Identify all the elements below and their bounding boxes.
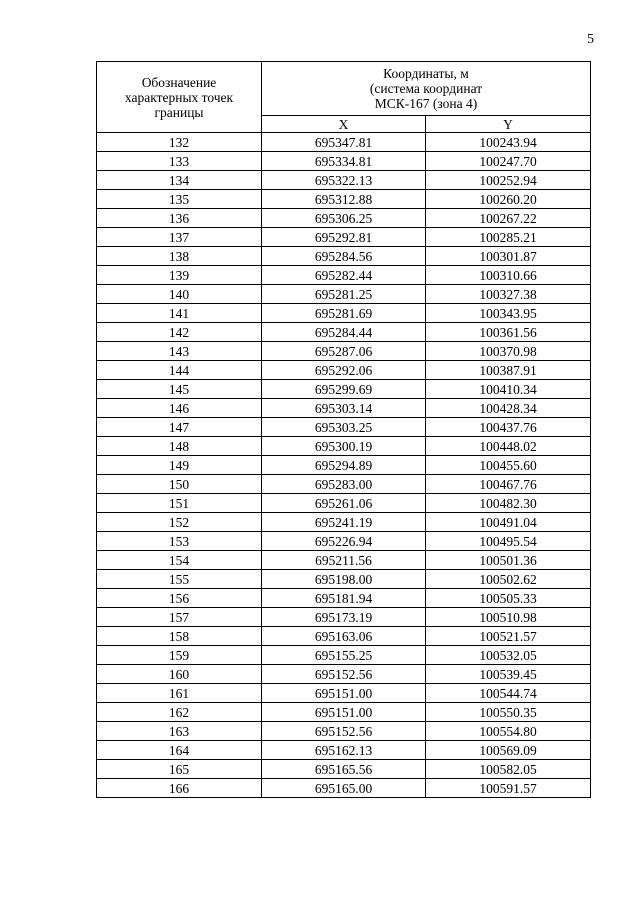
table-row bbox=[97, 627, 591, 646]
x-coordinate-cell: 695211.56 bbox=[262, 551, 426, 570]
point-cell: 147 bbox=[97, 418, 262, 437]
x-coordinate-cell: 695165.56 bbox=[262, 760, 426, 779]
y-column-header: Y bbox=[426, 116, 591, 133]
point-cell: 142 bbox=[97, 323, 262, 342]
y-coordinate-cell: 100410.34 bbox=[426, 380, 591, 399]
point-cell: 153 bbox=[97, 532, 262, 551]
y-coordinate-cell: 100502.62 bbox=[426, 570, 591, 589]
point-cell: 157 bbox=[97, 608, 262, 627]
x-coordinate-cell: 695306.25 bbox=[262, 209, 426, 228]
y-coordinate-cell: 100285.21 bbox=[426, 228, 591, 247]
x-coordinate-cell: 695152.56 bbox=[262, 665, 426, 684]
y-coordinate-cell: 100437.76 bbox=[426, 418, 591, 437]
y-coordinate-cell: 100582.05 bbox=[426, 760, 591, 779]
y-coordinate-cell: 100539.45 bbox=[426, 665, 591, 684]
x-coordinate-cell: 695303.14 bbox=[262, 399, 426, 418]
table-row bbox=[97, 418, 591, 437]
y-coordinate-cell: 100247.70 bbox=[426, 152, 591, 171]
table-body bbox=[97, 133, 591, 798]
table-row bbox=[97, 779, 591, 798]
point-cell: 148 bbox=[97, 437, 262, 456]
y-coordinate-cell: 100505.33 bbox=[426, 589, 591, 608]
table-row bbox=[97, 342, 591, 361]
table-row bbox=[97, 247, 591, 266]
point-cell: 154 bbox=[97, 551, 262, 570]
table-row bbox=[97, 171, 591, 190]
table-row bbox=[97, 532, 591, 551]
point-cell: 133 bbox=[97, 152, 262, 171]
table-row bbox=[97, 608, 591, 627]
table-row bbox=[97, 456, 591, 475]
point-cell: 139 bbox=[97, 266, 262, 285]
x-coordinate-cell: 695281.25 bbox=[262, 285, 426, 304]
table-row bbox=[97, 266, 591, 285]
x-coordinate-cell: 695299.69 bbox=[262, 380, 426, 399]
x-coordinate-cell: 695281.69 bbox=[262, 304, 426, 323]
point-cell: 143 bbox=[97, 342, 262, 361]
table-row bbox=[97, 304, 591, 323]
table-row bbox=[97, 152, 591, 171]
y-coordinate-cell: 100521.57 bbox=[426, 627, 591, 646]
y-coordinate-cell: 100310.66 bbox=[426, 266, 591, 285]
y-coordinate-cell: 100591.57 bbox=[426, 779, 591, 798]
y-coordinate-cell: 100569.09 bbox=[426, 741, 591, 760]
point-cell: 155 bbox=[97, 570, 262, 589]
y-coordinate-cell: 100327.38 bbox=[426, 285, 591, 304]
table-row bbox=[97, 760, 591, 779]
x-coordinate-cell: 695287.06 bbox=[262, 342, 426, 361]
table-row bbox=[97, 494, 591, 513]
page-number: 5 bbox=[587, 32, 594, 47]
y-coordinate-cell: 100267.22 bbox=[426, 209, 591, 228]
x-coordinate-cell: 695165.00 bbox=[262, 779, 426, 798]
point-cell: 162 bbox=[97, 703, 262, 722]
point-cell: 136 bbox=[97, 209, 262, 228]
point-cell: 149 bbox=[97, 456, 262, 475]
table-row bbox=[97, 133, 591, 152]
x-coordinate-cell: 695226.94 bbox=[262, 532, 426, 551]
x-coordinate-cell: 695283.00 bbox=[262, 475, 426, 494]
y-coordinate-cell: 100301.87 bbox=[426, 247, 591, 266]
y-coordinate-cell: 100361.56 bbox=[426, 323, 591, 342]
y-coordinate-cell: 100501.36 bbox=[426, 551, 591, 570]
point-cell: 150 bbox=[97, 475, 262, 494]
table-row bbox=[97, 399, 591, 418]
table-row bbox=[97, 437, 591, 456]
y-coordinate-cell: 100343.95 bbox=[426, 304, 591, 323]
point-cell: 145 bbox=[97, 380, 262, 399]
y-coordinate-cell: 100455.60 bbox=[426, 456, 591, 475]
x-coordinate-cell: 695181.94 bbox=[262, 589, 426, 608]
y-coordinate-cell: 100510.98 bbox=[426, 608, 591, 627]
table-row bbox=[97, 323, 591, 342]
table-row bbox=[97, 722, 591, 741]
point-cell: 144 bbox=[97, 361, 262, 380]
table-row bbox=[97, 190, 591, 209]
x-coordinate-cell: 695198.00 bbox=[262, 570, 426, 589]
x-coordinate-cell: 695303.25 bbox=[262, 418, 426, 437]
x-coordinate-cell: 695162.13 bbox=[262, 741, 426, 760]
y-coordinate-cell: 100491.04 bbox=[426, 513, 591, 532]
x-coordinate-cell: 695152.56 bbox=[262, 722, 426, 741]
table-row bbox=[97, 665, 591, 684]
point-designation-header: Обозначение характерных точек границы bbox=[97, 62, 262, 133]
point-cell: 163 bbox=[97, 722, 262, 741]
x-coordinate-cell: 695334.81 bbox=[262, 152, 426, 171]
y-coordinate-cell: 100544.74 bbox=[426, 684, 591, 703]
y-coordinate-cell: 100428.34 bbox=[426, 399, 591, 418]
point-cell: 140 bbox=[97, 285, 262, 304]
y-coordinate-cell: 100467.76 bbox=[426, 475, 591, 494]
point-cell: 135 bbox=[97, 190, 262, 209]
x-coordinate-cell: 695300.19 bbox=[262, 437, 426, 456]
y-coordinate-cell: 100448.02 bbox=[426, 437, 591, 456]
table-row bbox=[97, 741, 591, 760]
point-cell: 158 bbox=[97, 627, 262, 646]
x-coordinate-cell: 695241.19 bbox=[262, 513, 426, 532]
x-coordinate-cell: 695151.00 bbox=[262, 684, 426, 703]
x-coordinate-cell: 695282.44 bbox=[262, 266, 426, 285]
coordinates-header: Координаты, м (система координат МСК-167 (зона 4) bbox=[262, 62, 591, 116]
x-coordinate-cell: 695312.88 bbox=[262, 190, 426, 209]
y-coordinate-cell: 100495.54 bbox=[426, 532, 591, 551]
point-cell: 161 bbox=[97, 684, 262, 703]
x-coordinate-cell: 695347.81 bbox=[262, 133, 426, 152]
table-row bbox=[97, 361, 591, 380]
table-row bbox=[97, 380, 591, 399]
point-cell: 159 bbox=[97, 646, 262, 665]
point-cell: 137 bbox=[97, 228, 262, 247]
table-row bbox=[97, 703, 591, 722]
point-cell: 151 bbox=[97, 494, 262, 513]
point-cell: 160 bbox=[97, 665, 262, 684]
x-coordinate-cell: 695261.06 bbox=[262, 494, 426, 513]
y-coordinate-cell: 100370.98 bbox=[426, 342, 591, 361]
table-row bbox=[97, 228, 591, 247]
table-row bbox=[97, 570, 591, 589]
table-row bbox=[97, 589, 591, 608]
x-coordinate-cell: 695163.06 bbox=[262, 627, 426, 646]
point-cell: 164 bbox=[97, 741, 262, 760]
table-row bbox=[97, 646, 591, 665]
x-coordinate-cell: 695284.56 bbox=[262, 247, 426, 266]
y-coordinate-cell: 100482.30 bbox=[426, 494, 591, 513]
x-coordinate-cell: 695151.00 bbox=[262, 703, 426, 722]
y-coordinate-cell: 100550.35 bbox=[426, 703, 591, 722]
point-cell: 141 bbox=[97, 304, 262, 323]
table-row bbox=[97, 513, 591, 532]
x-coordinate-cell: 695292.06 bbox=[262, 361, 426, 380]
table-row bbox=[97, 684, 591, 703]
x-coordinate-cell: 695173.19 bbox=[262, 608, 426, 627]
point-cell: 152 bbox=[97, 513, 262, 532]
table-row bbox=[97, 209, 591, 228]
x-coordinate-cell: 695155.25 bbox=[262, 646, 426, 665]
x-coordinate-cell: 695292.81 bbox=[262, 228, 426, 247]
y-coordinate-cell: 100260.20 bbox=[426, 190, 591, 209]
x-coordinate-cell: 695294.89 bbox=[262, 456, 426, 475]
point-cell: 138 bbox=[97, 247, 262, 266]
point-cell: 146 bbox=[97, 399, 262, 418]
point-cell: 165 bbox=[97, 760, 262, 779]
table-row bbox=[97, 285, 591, 304]
point-cell: 156 bbox=[97, 589, 262, 608]
x-coordinate-cell: 695284.44 bbox=[262, 323, 426, 342]
table-row bbox=[97, 475, 591, 494]
point-cell: 134 bbox=[97, 171, 262, 190]
y-coordinate-cell: 100387.91 bbox=[426, 361, 591, 380]
coordinates-table bbox=[96, 61, 591, 798]
table-row bbox=[97, 551, 591, 570]
point-cell: 132 bbox=[97, 133, 262, 152]
y-coordinate-cell: 100243.94 bbox=[426, 133, 591, 152]
point-cell: 166 bbox=[97, 779, 262, 798]
x-column-header: X bbox=[262, 116, 426, 133]
y-coordinate-cell: 100532.05 bbox=[426, 646, 591, 665]
x-coordinate-cell: 695322.13 bbox=[262, 171, 426, 190]
y-coordinate-cell: 100554.80 bbox=[426, 722, 591, 741]
y-coordinate-cell: 100252.94 bbox=[426, 171, 591, 190]
